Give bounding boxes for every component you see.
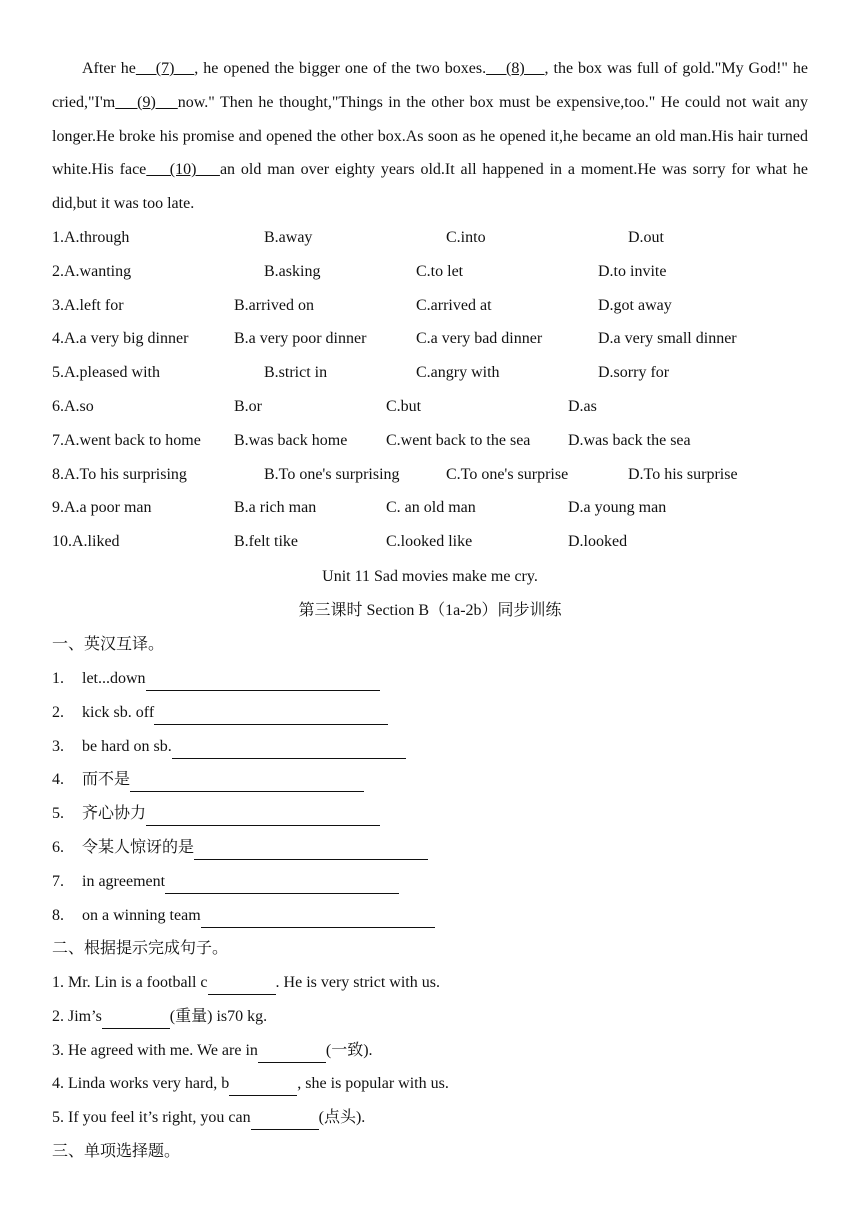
completion-item [52,1101,365,1135]
translation-item [52,865,399,899]
option-choice: C.arrived at [416,296,492,314]
option-choice: D.was back the sea [568,431,691,449]
option-choice: B.strict in [264,364,328,382]
answer-line[interactable] [258,1038,326,1063]
option-choice: D.sorry for [598,364,670,382]
blank-7: (7) [135,60,195,77]
blank-9: (9) [115,93,178,111]
item-number: 1. [52,670,64,687]
option-row [52,289,852,323]
item-text: be hard on sb. [82,737,172,755]
option-choice: D.to invite [598,262,667,280]
item-text: in agreement [82,872,166,890]
item-text: 齐心协力 [82,805,147,823]
option-choice: 10.A.liked [52,533,120,551]
item-text-before: 4. Linda works very hard, b [52,1075,230,1093]
option-choice: 5.A.pleased with [52,364,160,382]
item-text-after: (点头). [318,1109,366,1127]
option-choice: B.arrived on [234,296,314,314]
option-choice: B.a very poor dinner [234,330,367,348]
section2-heading: 二、根据提示完成句子。 [52,940,229,957]
option-choice: D.got away [598,296,672,314]
completion-item [52,1000,267,1034]
answer-line[interactable] [251,1105,319,1130]
section1-heading: 一、英汉互译。 [52,636,165,653]
option-choice: C.a very bad dinner [416,330,543,348]
translation-item [52,696,388,730]
option-choice: C.looked like [386,533,473,551]
answer-line[interactable] [201,903,435,928]
item-number: 2. [52,703,64,721]
translation-item [52,763,364,797]
item-text: let...down [82,670,146,687]
item-number: 4. [52,771,64,789]
item-number: 7. [52,872,64,890]
item-text-before: 2. Jim’s [52,1007,102,1025]
option-choice: D.a young man [568,499,667,517]
option-choice: D.looked [568,533,628,551]
section3-heading: 三、单项选择题。 [52,1143,181,1160]
answer-line[interactable] [172,734,406,759]
item-number: 3. [52,737,64,755]
option-choice: 3.A.left for [52,296,124,314]
unit-title: Unit 11 Sad movies make me cry. [322,568,538,585]
passage-text-3: , the box was full of gold."My God!" he cried,"I'm [52,60,809,111]
option-choice: D.To his surprise [628,465,738,483]
option-choice: C.went back to the sea [386,431,531,449]
answer-line[interactable] [208,970,276,995]
completion-item [52,1034,373,1068]
item-text: 令某人惊讶的是 [82,839,195,856]
option-row [52,356,852,390]
answer-line[interactable] [154,700,388,725]
answer-line[interactable] [194,835,428,860]
option-choice: B.or [234,398,262,415]
option-choice: C.to let [416,262,464,280]
passage-text-2: , he opened the bigger one of the two boxes. [194,60,487,77]
option-choice: 4.A.a very big dinner [52,330,189,348]
cloze-passage [52,52,808,221]
option-choice: 9.A.a poor man [52,499,152,517]
passage-text-5: an old man over eighty years old.It all happened in a moment.He was sorry for what he did,but it was too late. [52,161,808,213]
completion-item [52,1067,449,1101]
answer-line[interactable] [146,666,380,691]
item-text: 而不是 [82,771,131,789]
answer-line[interactable] [130,767,364,792]
item-number: 6. [52,839,64,856]
translation-item [52,899,435,933]
option-row [52,458,852,492]
item-text-before: 5. If you feel it’s right, you can [52,1109,251,1127]
item-text-after: . He is very strict with us. [275,974,440,991]
item-text-before: 1. Mr. Lin is a football c [52,974,208,991]
item-text-before: 3. He agreed with me. We are in [52,1041,258,1059]
completion-item [52,966,440,1000]
option-choice: C.but [386,398,422,415]
answer-line[interactable] [102,1004,170,1029]
option-choice: C.angry with [416,364,500,382]
blank-10: (10) [146,161,220,179]
translation-item [52,730,406,764]
option-row [52,390,852,424]
passage-text-4: now." Then he thought,"Things in the other box must be expensive,too." He could not wait any longer.He broke his promise and opened the other box.As soon as he opened it,he became an old man.His hair turned white.His face [52,93,809,179]
option-row [52,221,852,255]
item-number: 5. [52,805,64,823]
item-text-after: (重量) is70 kg. [169,1007,268,1025]
option-choice: B.asking [264,262,321,280]
blank-8: (8) [486,60,545,77]
option-choice: 1.A.through [52,229,130,246]
option-choice: B.To one's surprising [264,465,400,483]
option-row [52,322,852,356]
option-choice: C.To one's surprise [446,465,569,483]
option-choice: B.a rich man [234,499,317,517]
answer-line[interactable] [165,869,399,894]
option-row [52,525,852,559]
translation-item [52,797,380,831]
translation-item [52,662,380,696]
option-row [52,424,852,458]
translation-item [52,831,428,865]
answer-line[interactable] [146,801,380,826]
option-choice: 6.A.so [52,398,94,415]
option-choice: B.felt tike [234,533,298,551]
option-choice: B.was back home [234,431,348,449]
option-choice: 8.A.To his surprising [52,465,187,483]
option-choice: C. an old man [386,499,476,517]
option-choice: D.out [628,229,664,246]
answer-line[interactable] [229,1071,297,1096]
item-text: on a winning team [82,906,201,924]
option-choice: C.into [446,229,486,246]
option-choice: D.a very small dinner [598,330,737,348]
option-choice: D.as [568,398,597,415]
item-text-after: (一致). [325,1041,373,1059]
lesson-title: 第三课时 Section B（1a-2b）同步训练 [298,602,562,619]
passage-text-1: After he [82,60,136,77]
item-text: kick sb. off [82,703,155,721]
option-choice: B.away [264,229,313,246]
item-text-after: , she is popular with us. [297,1075,449,1093]
item-number: 8. [52,906,64,924]
option-row [52,491,852,525]
option-choice: 2.A.wanting [52,262,132,280]
option-choice: 7.A.went back to home [52,431,201,449]
option-row [52,255,852,289]
